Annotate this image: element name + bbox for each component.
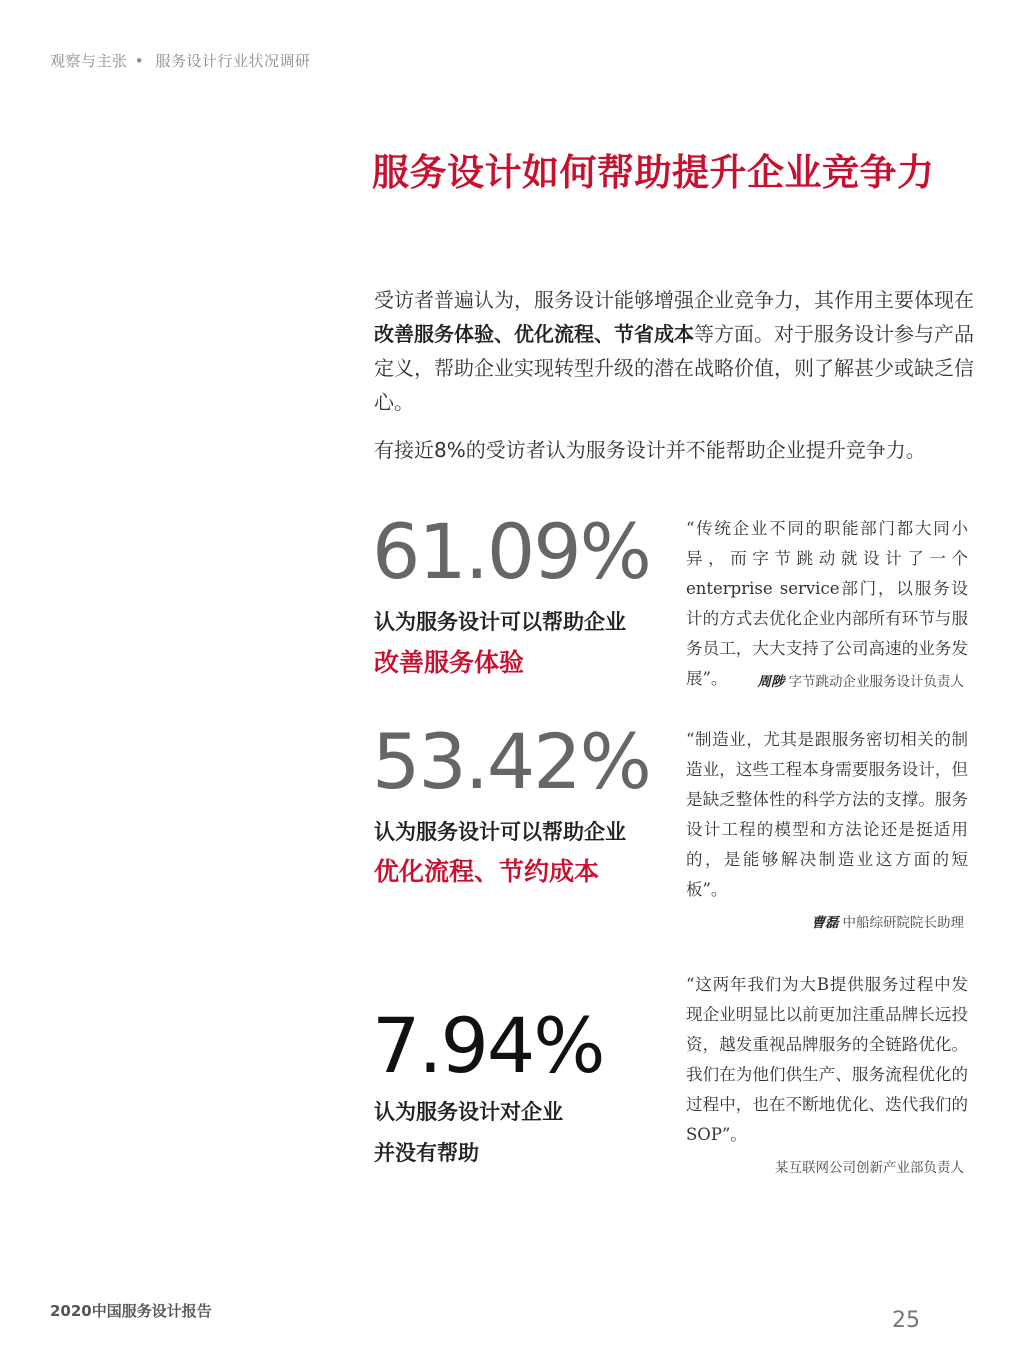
intro-text [374, 283, 974, 467]
page-number: 25 [892, 1308, 920, 1333]
stat-percent-1: 61.09% [372, 507, 650, 596]
header-section: 观察与主张 [50, 52, 128, 70]
running-header [50, 50, 310, 71]
quote-role-1: 字节跳动企业服务设计负责人 [788, 674, 964, 690]
quote-attribution-3 [775, 1156, 964, 1176]
stat-desc-3: 认为服务设计对企业 [374, 1100, 563, 1124]
quote-author-1: 周陟 [757, 674, 785, 690]
quote-role-3: 某互联网公司创新产业部负责人 [775, 1160, 964, 1176]
quote-attribution-2 [812, 911, 965, 931]
stat-desc-1: 认为服务设计可以帮助企业 [374, 610, 626, 634]
intro-paragraph-1 [374, 283, 974, 419]
intro-p1-bold: 改善服务体验、优化流程、节省成本 [374, 322, 694, 346]
stat-desc-3b: 并没有帮助 [374, 1141, 479, 1165]
quote-attribution-1 [758, 670, 965, 690]
quote-3: “这两年我们为大B提供服务过程中发现企业明显比以前更加注重品牌长远投资，越发重视品牌服务的全链路优化。我们在为他们供生产、服务流程优化的过程中，也在不断地优化、迭代我们的SOP”。 [686, 975, 968, 1144]
intro-p1-end: 等方面。对于服务设计参与产品定义，帮助企业实现转型升级的潜在战略价值，则了解甚少或缺乏信心。 [374, 322, 974, 414]
quote-1: “传统企业不同的职能部门都大同小异，而字节跳动就设计了一个enterprise service部门，以服务设计的方式去优化企业内部所有环节与服务员工，大大支持了公司高速的业务发展”。 [686, 519, 968, 688]
stat-highlight-2: 优化流程、节约成本 [374, 857, 600, 886]
quote-author-2: 曹磊 [811, 915, 839, 931]
stat-percent-2: 53.42% [372, 717, 650, 806]
intro-paragraph-2: 有接近8%的受访者认为服务设计并不能帮助企业提升竞争力。 [374, 438, 926, 462]
page-title: 服务设计如何帮助提升企业竞争力 [372, 151, 935, 194]
footer-report-title: 2020中国服务设计报告 [50, 1302, 212, 1320]
stat-highlight-1: 改善服务体验 [374, 648, 525, 677]
stat-percent-3: 7.94% [372, 1001, 604, 1090]
header-separator: • [134, 52, 145, 70]
intro-p1-start: 受访者普遍认为，服务设计能够增强企业竞争力，其作用主要体现在 [374, 288, 974, 312]
quote-2: “制造业，尤其是跟服务密切相关的制造业，这些工程本身需要服务设计，但是缺乏整体性的科学方法的支撑。服务设计工程的模型和方法论还是挺适用的，是能够解决制造业这方面的短板”。 [686, 730, 968, 899]
header-topic: 服务设计行业状况调研 [155, 52, 311, 70]
quote-role-2: 中船综研院院长助理 [842, 915, 964, 931]
stat-desc-2: 认为服务设计可以帮助企业 [374, 820, 626, 844]
